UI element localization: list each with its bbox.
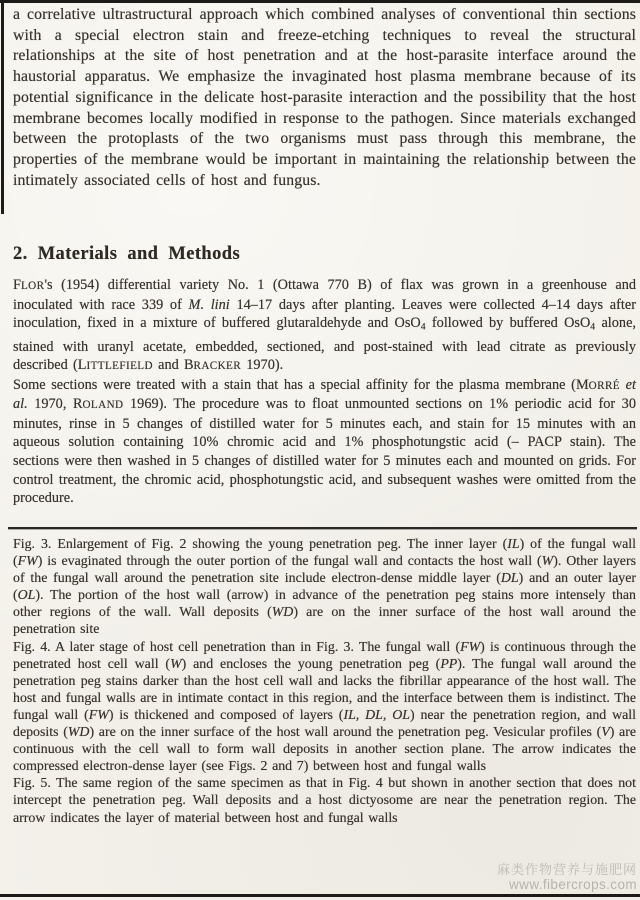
watermark-chinese-text: 麻类作物营养与施肥网: [496, 862, 637, 877]
figure-5-caption: Fig. 5. The same region of the same specimen as that in Fig. 4 but shown in another section that does not intercept the penetration peg. Wall deposits and a host dictyosome are near the penetration region. The arrow indicates the layer of material between host and fungal walls: [13, 776, 636, 826]
top-scan-border: [0, 0, 640, 3]
bottom-scan-border: [0, 894, 640, 897]
watermark-url: www.fibercrops.com: [509, 877, 637, 892]
section-heading: 2. Materials and Methods: [13, 244, 241, 264]
methods-paragraph-2: Some sections were treated with a stain that has a special affinity for the plasma membrane (MORRÉ et al. 1970, ROLAND 1969). The procedure was to float unmounted sections on 1% periodic acid for 30 minutes, rinse in 5 changes of distilled water for 5 minutes each, and stain for 15 minutes with an aqueous solution containing 10% chromic acid and 1% phosphotungstic acid (– PACP stain). The sections were then washed in 5 changes of distilled water for 5 minutes each and mounted on grids. For control treatment, the chromic acid, phosphotungstic acid, and subsequent washes were omitted from the procedure.: [13, 376, 636, 507]
figure-captions-block: [13, 536, 636, 827]
figure-4-caption: Fig. 4. A later stage of host cell penetration than in Fig. 3. The fungal wall (FW) is continuous through the penetrated host cell wall (W) and encloses the young penetration peg (PP). The fungal wall around the penetration peg stains darker than the host cell wall and lacks the fibrillar appearance of the host wall. The host and fungal walls are in intimate contact in this region, and the interface between them is indistinct. The fungal wall (FW) is thickened and composed of layers (IL, DL, OL) near the penetration region, and wall deposits (WD) are on the inner surface of the host wall around the penetration peg. Vesicular profiles (V) are continuous with the cell wall to form wall deposits in another section plane. The arrow indicates the compressed electron-dense layer (see Figs. 2 and 7) between host and fungal walls: [13, 639, 637, 775]
left-scan-border: [1, 0, 4, 214]
intro-paragraph: a correlative ultrastructural approach which combined analyses of conventional thin sections with a special electron stain and freeze-etching techniques to reveal the structural relationships at the site of host penetration and at the host-parasite interface around the haustorial apparatus. We emphasize the invaginated host plasma membrane because of its potential significance in the delicate host-parasite interaction and the possibility that the host membrane becomes locally modified in response to the pathogen. Since materials exchanged between the protoplasts of the two organisms must pass through this membrane, the properties of the membrane would be important in maintaining the relationship between the intimately associated cells of host and fungus.: [13, 6, 636, 189]
caption-divider-rule: [8, 527, 637, 529]
materials-and-methods-block: [13, 276, 636, 508]
figure-3-caption: Fig. 3. Enlargement of Fig. 2 showing the young penetration peg. The inner layer (IL) of the fungal wall (FW) is evaginated through the outer portion of the fungal wall and contacts the host wall (W). Other layers of the fungal wall around the penetration site include electron-dense middle layer (DL) and an outer layer (OL). The portion of the host wall (arrow) in advance of the penetration peg stains more intensely than other regions of the wall. Wall deposits (WD) are on the inner surface of the host wall around the penetration site: [13, 537, 637, 638]
watermark: [417, 862, 637, 892]
methods-paragraph-1: FLOR's (1954) differential variety No. 1 (Ottawa 770 B) of flax was grown in a greenhouse and inoculated with race 339 of M. lini 14–17 days after planting. Leaves were collected 4–14 days after inoculation, fixed in a mixture of buffered glutaraldehyde and OsO4 followed by buffered OsO4 alone, stained with uranyl acetate, embedded, sectioned, and post-stained with lead citrate as previously described (LITTLEFIELD and BRACKER 1970).: [13, 277, 636, 374]
